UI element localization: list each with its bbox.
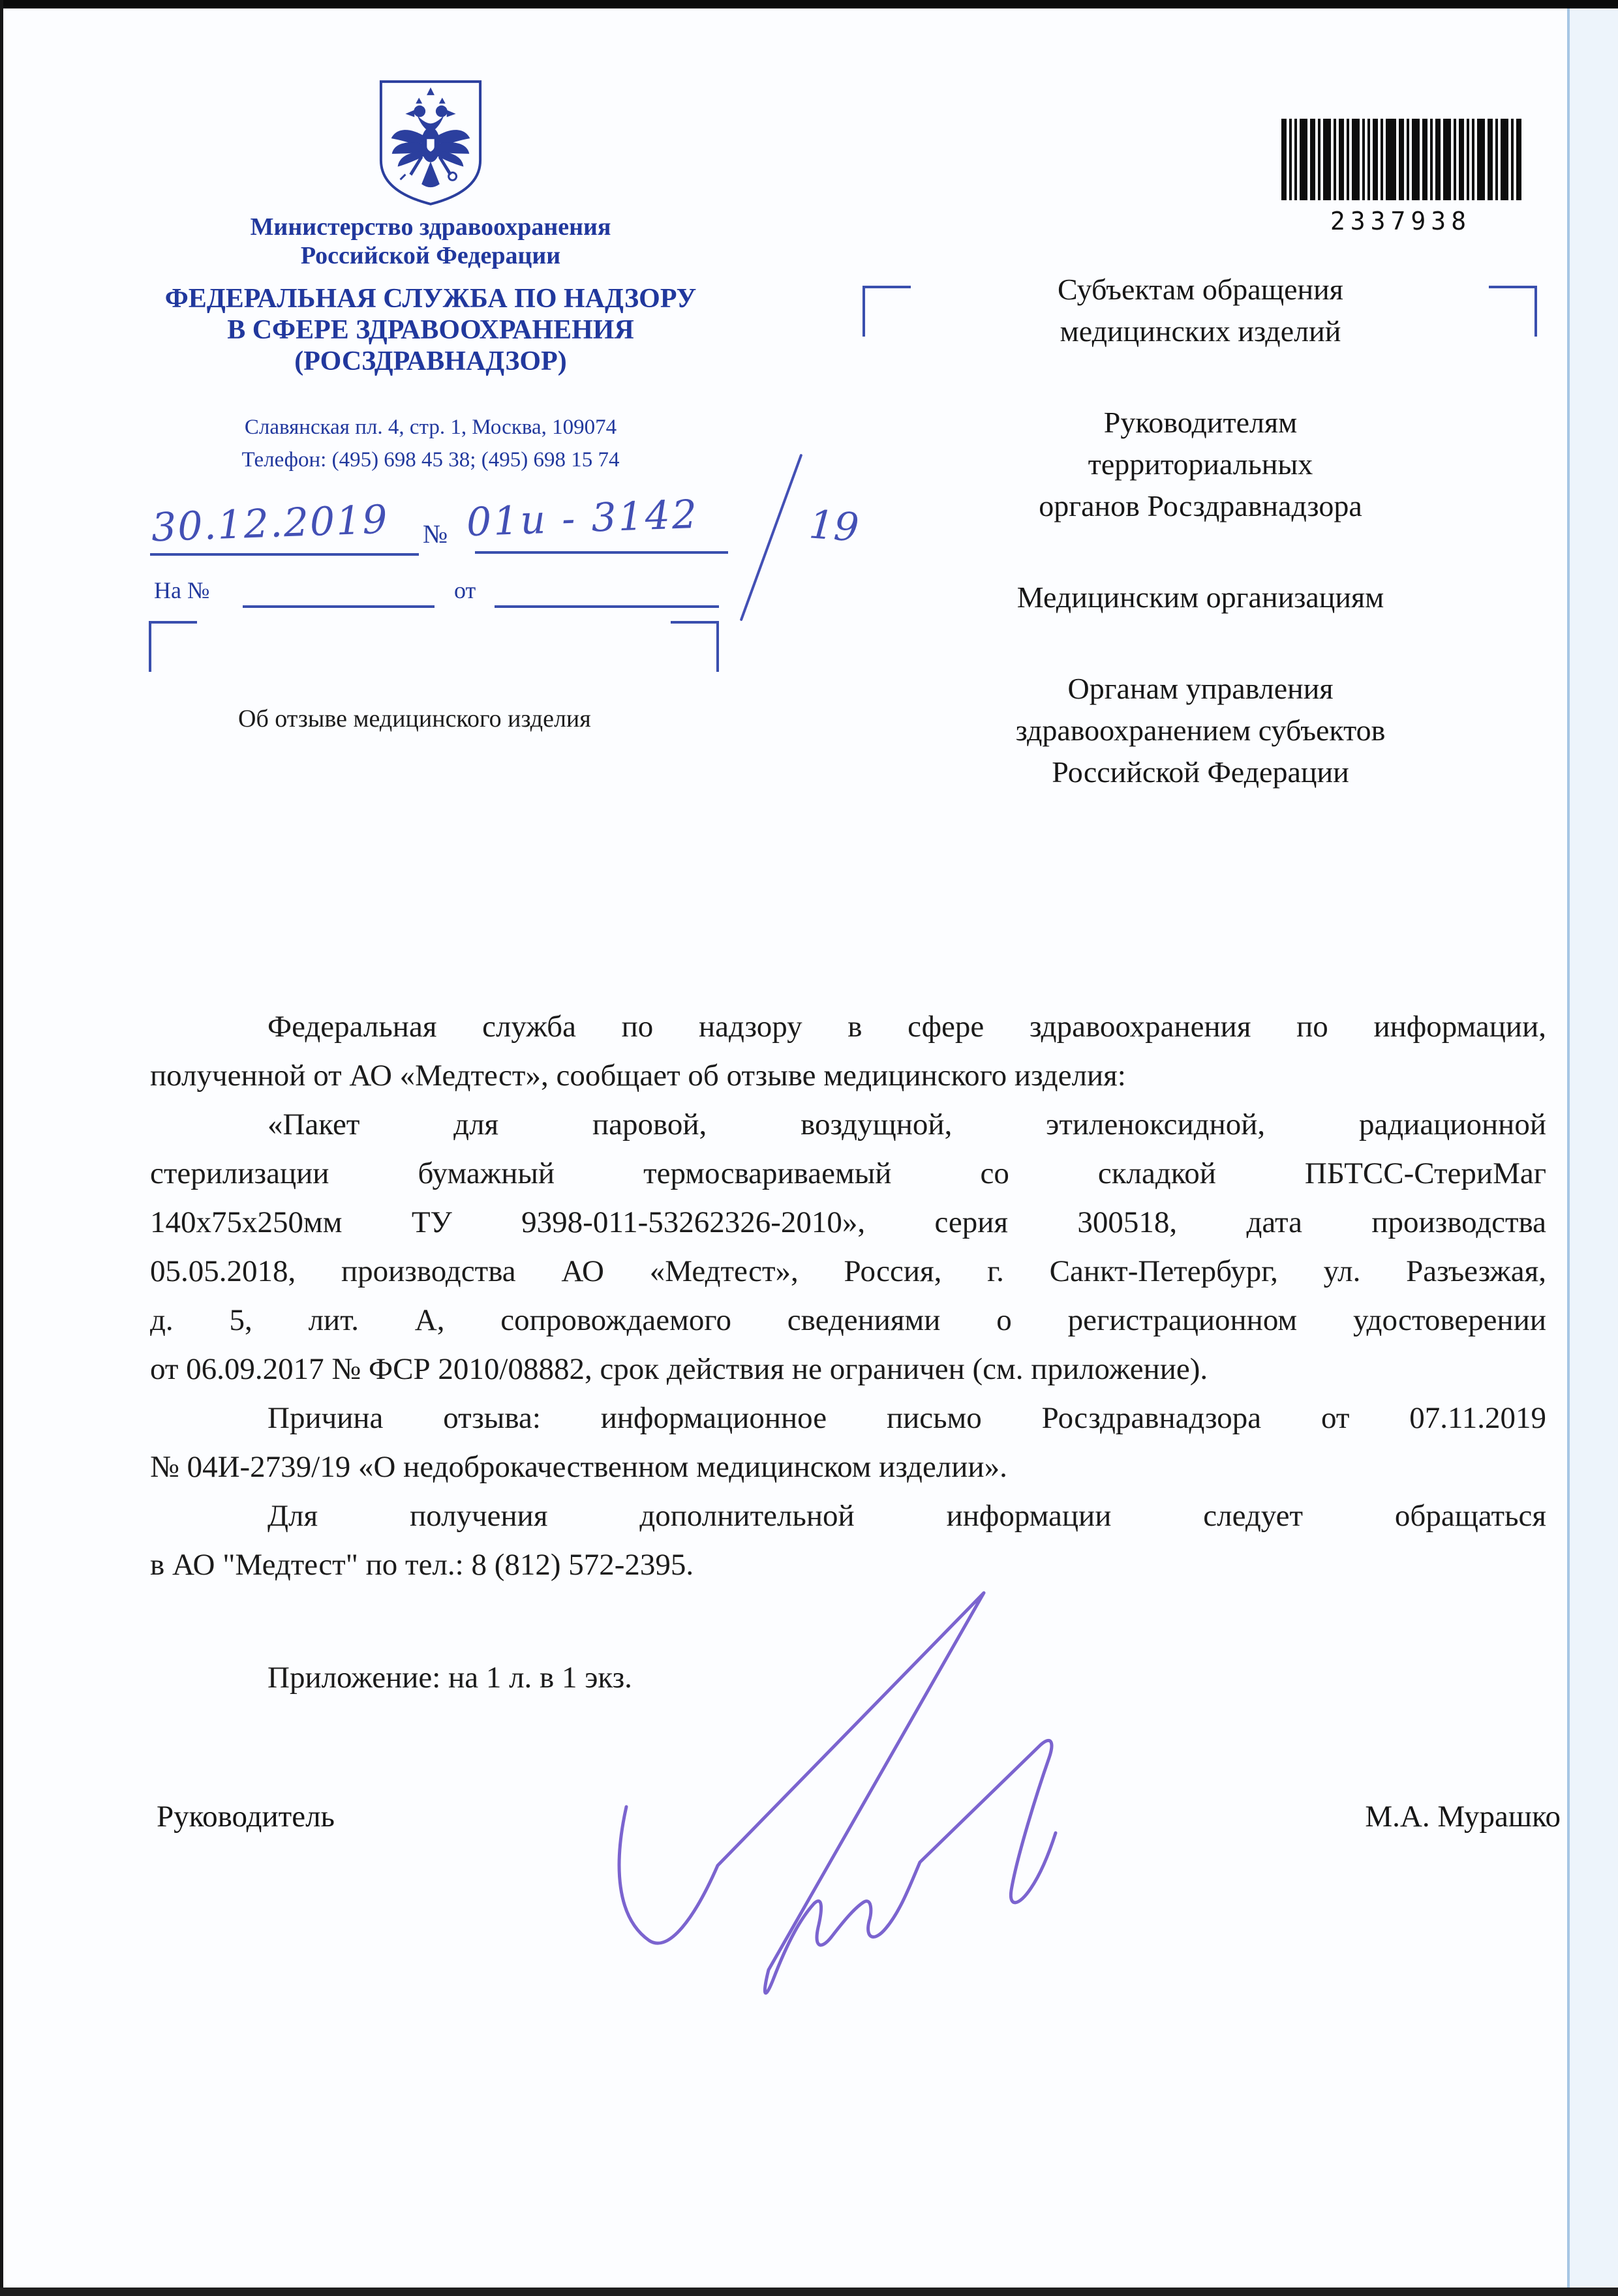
body-line: полученной от АО «Медтест», сообщает об отзыве медицинского изделия: xyxy=(150,1059,1126,1093)
recipients xyxy=(900,269,1501,843)
phone-line: Телефон: (495) 698 45 38; (495) 698 15 74 xyxy=(241,448,620,472)
recipient-line: органов Росздравнадзора xyxy=(1039,489,1362,522)
scan-edge-top xyxy=(0,0,1618,8)
field-corner-left xyxy=(149,621,197,672)
recipient-line: территориальных xyxy=(1088,447,1313,481)
barcode-block xyxy=(1280,119,1521,235)
service-line-2: В СФЕРЕ ЗДРАВООХРАНЕНИЯ xyxy=(227,315,634,345)
recipient-group xyxy=(900,402,1501,527)
address-line: Славянская пл. 4, стр. 1, Москва, 109074 xyxy=(244,415,617,439)
signature-image xyxy=(581,1578,1103,2009)
recipient-line: Руководителям xyxy=(1103,406,1298,439)
body-line: д. 5, лит. А, сопровождаемого сведениями о регистрационном удостоверении xyxy=(150,1303,1546,1337)
recipient-line: Субъектам обращения xyxy=(1058,273,1343,306)
number-underline xyxy=(475,551,728,554)
body-line: стерилизации бумажный термосвариваемый со складкой ПБТСС-СтериМаг xyxy=(150,1156,1546,1190)
body-text xyxy=(150,1003,1546,1590)
subject-line: Об отзыве медицинского изделия xyxy=(238,705,591,733)
recipient-group xyxy=(900,577,1501,618)
coat-of-arms-icon xyxy=(376,77,485,207)
body-line: Причина отзыва: информационное письмо Росздравнадзора от 07.11.2019 xyxy=(267,1401,1546,1435)
reply-date-label: от xyxy=(454,577,476,603)
recipient-group xyxy=(900,668,1501,793)
service-line-3: (РОСЗДРАВНАДЗОР) xyxy=(294,346,567,376)
field-corner-right xyxy=(671,621,719,672)
recipient-line: Российской Федерации xyxy=(1052,755,1349,789)
scan-edge-right-line xyxy=(1567,8,1570,2288)
ministry-line-1: Министерство здравоохранения xyxy=(250,213,611,241)
ministry-line-2: Российской Федерации xyxy=(300,242,561,269)
body-line: 140х75х250мм ТУ 9398-011-53262326-2010», серия 300518, дата производства xyxy=(150,1205,1546,1239)
barcode-number: 2337938 xyxy=(1330,207,1472,235)
service-line-1: ФЕДЕРАЛЬНАЯ СЛУЖБА ПО НАДЗОРУ xyxy=(164,284,697,314)
signer-name: М.А. Мурашко xyxy=(1365,1800,1561,1834)
handwritten-date: 30.12.2019 xyxy=(150,496,389,551)
reply-number-underline xyxy=(243,605,435,608)
reply-number-label: На № xyxy=(154,577,210,603)
recipient-line: медицинских изделий xyxy=(1060,314,1341,348)
signer-title: Руководитель xyxy=(157,1800,335,1834)
body-line: 05.05.2018, производства АО «Медтест», Россия, г. Санкт-Петербург, ул. Разъезжая, xyxy=(150,1254,1546,1288)
barcode-image xyxy=(1280,119,1521,202)
recipient-group xyxy=(900,269,1501,352)
body-line: Федеральная служба по надзору в сфере здравоохранения по информации, xyxy=(267,1010,1546,1044)
reply-date-underline xyxy=(495,605,719,608)
scan-edge-right-area xyxy=(1570,8,1618,2288)
recipient-line: Органам управления xyxy=(1067,672,1334,705)
body-line: в АО "Медтест" по тел.: 8 (812) 572-2395. xyxy=(150,1548,694,1582)
body-line: № 04И-2739/19 «О недоброкачественном медицинском изделии». xyxy=(150,1450,1007,1484)
scan-edge-bottom xyxy=(0,2288,1618,2296)
handwritten-number: 01и - 3142 xyxy=(465,491,700,546)
body-line: «Пакет для паровой, воздущной, этиленоксидной, радиационной xyxy=(267,1108,1546,1141)
recipient-line: здравоохранением субъектов xyxy=(1015,714,1386,747)
body-line: от 06.09.2017 № ФСР 2010/08882, срок действия не ограничен (см. приложение). xyxy=(150,1352,1208,1386)
number-sign-label: № xyxy=(423,519,448,549)
scan-edge-left xyxy=(0,0,3,2296)
body-line: Для получения дополнительной информации следует обращаться xyxy=(267,1499,1546,1533)
letterhead xyxy=(137,77,724,476)
handwritten-number-suffix: 19 xyxy=(807,502,861,551)
handwritten-slash xyxy=(740,454,803,622)
date-underline xyxy=(150,553,419,556)
recipient-line: Медицинским организациям xyxy=(1016,581,1384,614)
attachment-line: Приложение: на 1 л. в 1 экз. xyxy=(267,1661,632,1695)
